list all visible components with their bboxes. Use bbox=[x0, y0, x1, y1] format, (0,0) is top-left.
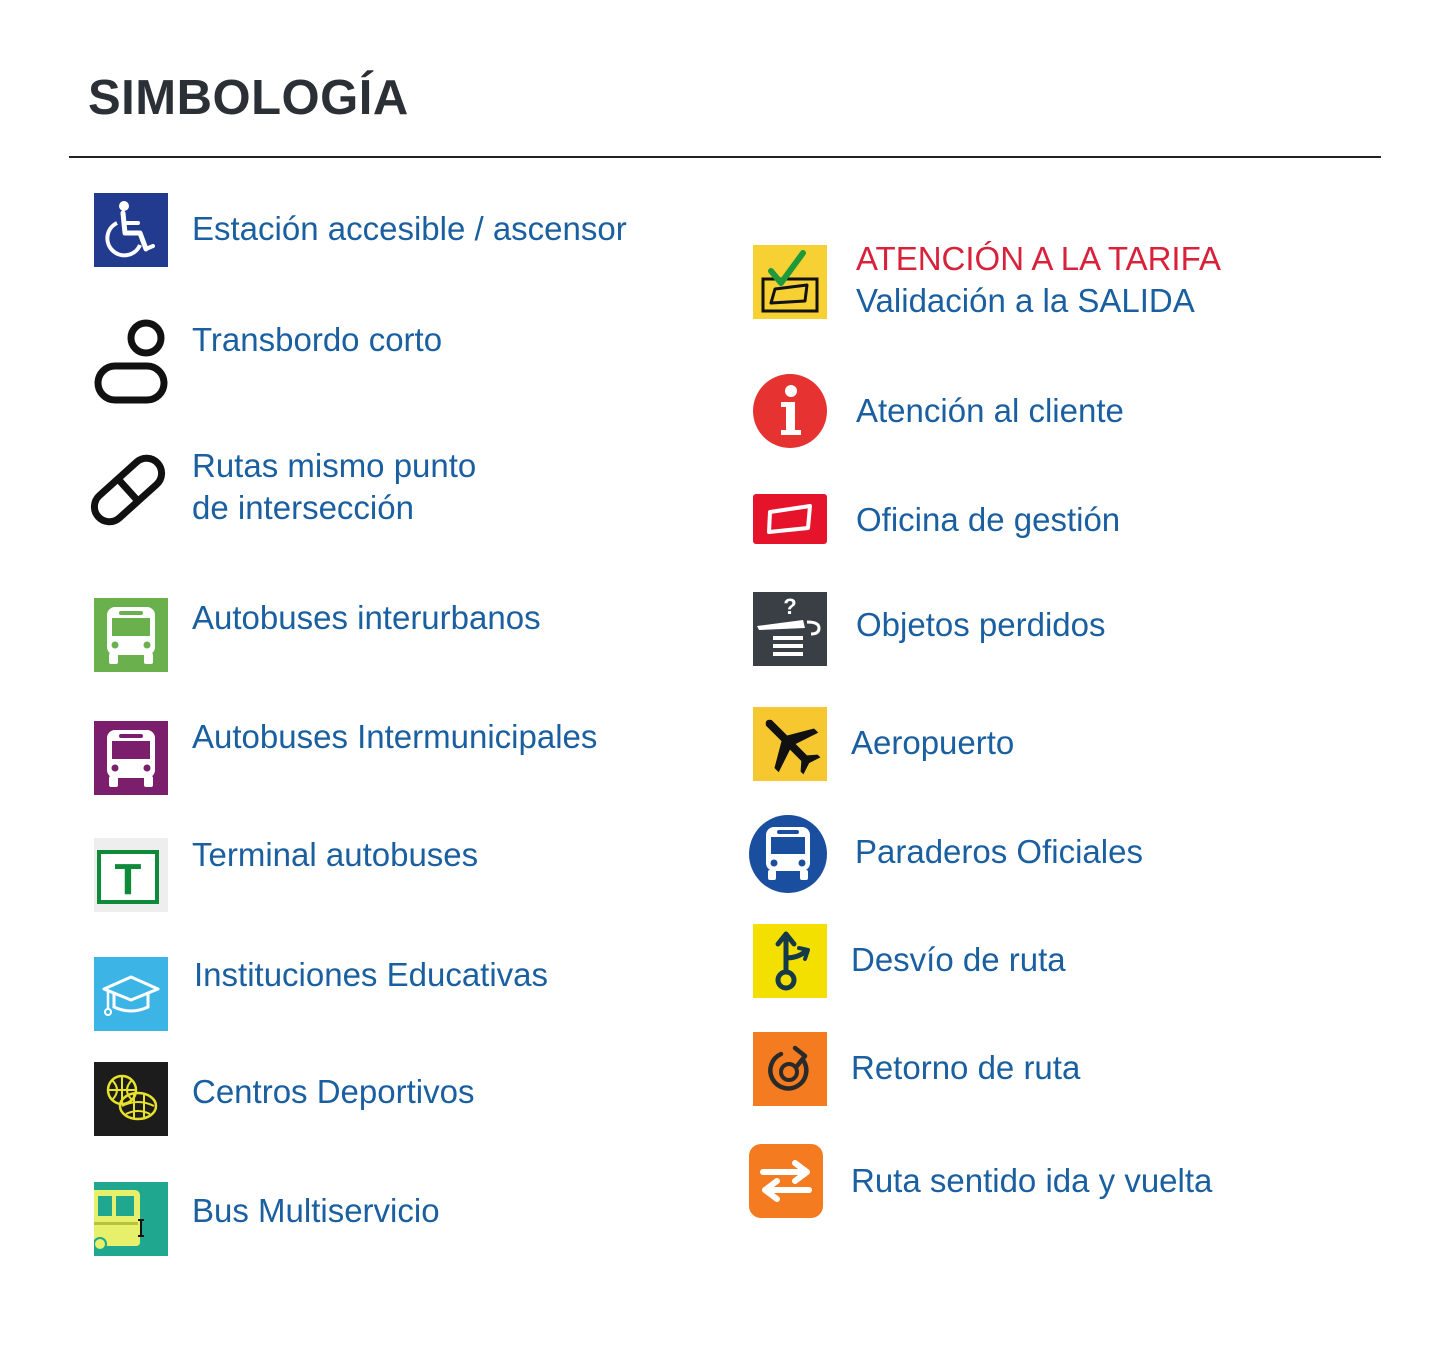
multiservice-bus-icon bbox=[94, 1182, 168, 1256]
legend-label: Bus Multiservicio bbox=[192, 1192, 440, 1229]
intermunicipal-bus-icon bbox=[94, 721, 168, 795]
legend-label: Transbordo corto bbox=[192, 321, 443, 358]
legend-label: ATENCIÓN A LA TARIFA Validación a la SALIDA bbox=[856, 240, 1221, 319]
legend-label: Atención al cliente bbox=[856, 392, 1124, 429]
legend-label: Paraderos Oficiales bbox=[855, 833, 1143, 870]
short-transfer-icon bbox=[94, 318, 168, 406]
same-point-routes-icon bbox=[86, 448, 170, 532]
graduation-cap-icon bbox=[94, 957, 168, 1031]
title-divider bbox=[69, 156, 1381, 158]
legend-label: Terminal autobuses bbox=[192, 836, 479, 873]
route-detour-icon bbox=[753, 924, 827, 998]
legend-label: Centros Deportivos bbox=[192, 1073, 475, 1110]
info-icon bbox=[753, 374, 827, 448]
legend-label: Estación accesible / ascensor bbox=[192, 210, 627, 247]
legend-label: Objetos perdidos bbox=[856, 606, 1106, 643]
route-return-icon bbox=[753, 1032, 827, 1106]
svg-text:T: T bbox=[114, 855, 142, 904]
legend-label: Instituciones Educativas bbox=[194, 956, 549, 993]
legend-label: Oficina de gestión bbox=[856, 501, 1121, 538]
bus-terminal-icon bbox=[94, 838, 168, 912]
official-stop-bus-icon bbox=[749, 815, 827, 893]
legend-label: Desvío de ruta bbox=[851, 941, 1066, 978]
legend-label: Ruta sentido ida y vuelta bbox=[851, 1162, 1213, 1199]
fare-warning-text: ATENCIÓN A LA TARIFA bbox=[856, 240, 1221, 277]
legend-label: Rutas mismo punto de intersección bbox=[192, 447, 477, 526]
sports-balls-icon bbox=[94, 1062, 168, 1136]
svg-text:?: ? bbox=[783, 594, 797, 619]
fare-validation-icon bbox=[753, 245, 827, 319]
lost-objects-icon bbox=[753, 592, 827, 666]
legend-label: Autobuses interurbanos bbox=[192, 599, 541, 636]
round-trip-arrows-icon bbox=[749, 1144, 823, 1218]
legend-label: Aeropuerto bbox=[851, 724, 1015, 761]
management-office-icon bbox=[753, 494, 827, 544]
legend-label: Retorno de ruta bbox=[851, 1049, 1081, 1086]
page-title: SIMBOLOGÍA bbox=[88, 71, 409, 125]
wheelchair-icon bbox=[94, 193, 168, 267]
airplane-icon bbox=[753, 707, 827, 781]
legend-label: Autobuses Intermunicipales bbox=[192, 718, 598, 755]
interurban-bus-icon bbox=[94, 598, 168, 672]
